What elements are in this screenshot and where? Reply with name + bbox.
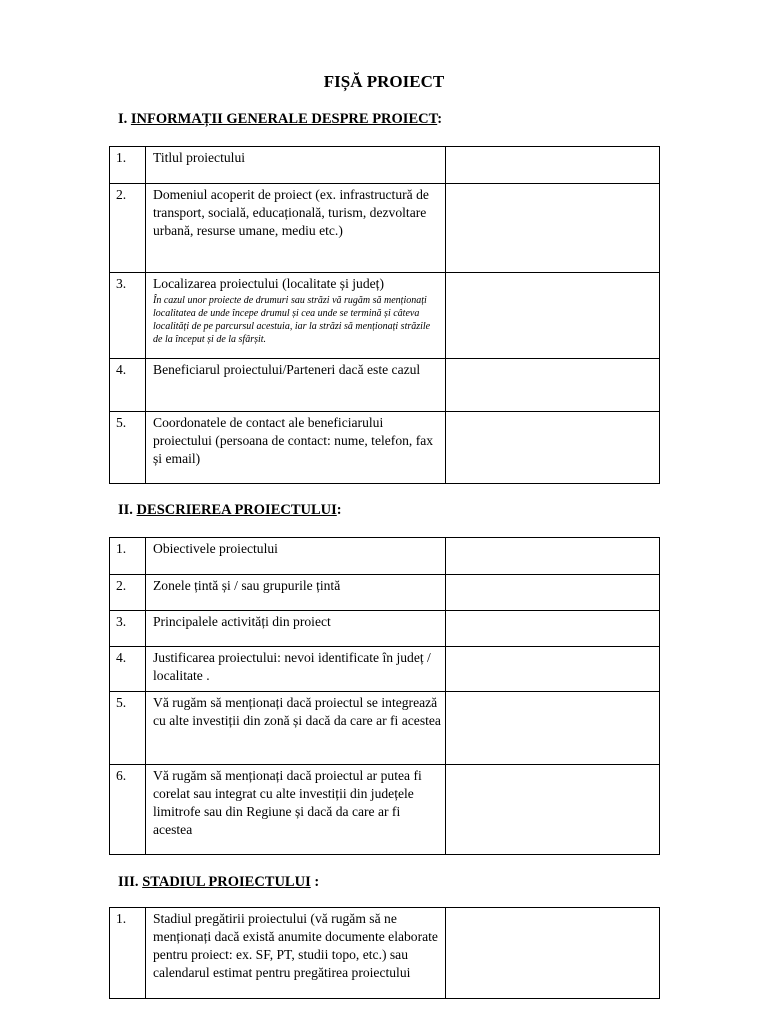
- table-row: [110, 147, 660, 184]
- table-row: [110, 765, 660, 855]
- row-label: Obiectivele proiectului: [146, 538, 446, 575]
- answer-cell[interactable]: [446, 273, 660, 359]
- section-2-prefix: II.: [118, 502, 137, 518]
- row-label: Vă rugăm să menționați dacă proiectul se integrează cu alte investiții din zonă și dacă da care ar fi acestea: [146, 692, 446, 765]
- row-label: Localizarea proiectului (localitate și județ): [153, 276, 384, 291]
- row-number: 1.: [110, 908, 146, 999]
- table-row: [110, 692, 660, 765]
- section-1-suffix: :: [437, 111, 443, 127]
- row-label-with-note: [146, 273, 446, 359]
- table-row: [110, 611, 660, 647]
- section-2-title: DESCRIEREA PROIECTULUI: [136, 502, 337, 518]
- answer-cell[interactable]: [446, 908, 660, 999]
- row-number: 6.: [110, 765, 146, 855]
- row-number: 2.: [110, 184, 146, 273]
- table-row: [110, 359, 660, 412]
- section-1-prefix: I.: [118, 111, 131, 127]
- section-3-suffix: :: [310, 874, 320, 890]
- section-3-heading: [118, 874, 319, 891]
- section-2-table: [109, 537, 660, 855]
- row-number: 5.: [110, 412, 146, 484]
- row-label: Zonele țintă și / sau grupurile țintă: [146, 575, 446, 611]
- table-row: [110, 908, 660, 999]
- table-row: [110, 184, 660, 273]
- row-number: 1.: [110, 147, 146, 184]
- row-number: 5.: [110, 692, 146, 765]
- answer-cell[interactable]: [446, 412, 660, 484]
- row-number: 1.: [110, 538, 146, 575]
- row-label: Stadiul pregătirii proiectului (vă rugăm să ne menționați dacă există anumite documente elaborate pentru proiect: ex. SF, PT, studii topo, etc.) sau calendarul estimat pentru pregătirea proiectului: [146, 908, 446, 999]
- table-row: [110, 538, 660, 575]
- table-row: [110, 412, 660, 484]
- section-2-suffix: :: [336, 502, 342, 518]
- answer-cell[interactable]: [446, 147, 660, 184]
- table-row: [110, 647, 660, 692]
- section-1-title: INFORMAȚII GENERALE DESPRE PROIECT: [130, 111, 438, 127]
- row-number: 2.: [110, 575, 146, 611]
- answer-cell[interactable]: [446, 538, 660, 575]
- document-title: FIȘĂ PROIECT: [323, 72, 445, 91]
- answer-cell[interactable]: [446, 765, 660, 855]
- answer-cell[interactable]: [446, 184, 660, 273]
- answer-cell[interactable]: [446, 575, 660, 611]
- answer-cell[interactable]: [446, 611, 660, 647]
- table-row: [110, 575, 660, 611]
- row-note: În cazul unor proiecte de drumuri sau străzi vă rugăm să menționați localitatea de unde începe drumul și cea unde se termină și câteva localități de pe parcursul acestuia, iar la străzi să menționați străzile de la început și de la sfârșit.: [153, 295, 431, 345]
- row-label: Principalele activități din proiect: [146, 611, 446, 647]
- section-3-table: [109, 907, 660, 999]
- row-label: Justificarea proiectului: nevoi identificate în județ / localitate .: [146, 647, 446, 692]
- row-label: Vă rugăm să menționați dacă proiectul ar putea fi corelat sau integrat cu alte investiții din județele limitrofe sau din Regiune și dacă da care ar fi acestea: [146, 765, 446, 855]
- answer-cell[interactable]: [446, 692, 660, 765]
- row-label: Domeniul acoperit de proiect (ex. infrastructură de transport, socială, educațională, turism, dezvoltare urbană, resurse umane, mediu etc.): [146, 184, 446, 273]
- row-label: Coordonatele de contact ale beneficiarului proiectului (persoana de contact: nume, telefon, fax și email): [146, 412, 446, 484]
- row-label: Titlul proiectului: [146, 147, 446, 184]
- row-number: 3.: [110, 611, 146, 647]
- row-label: Beneficiarul proiectului/Parteneri dacă este cazul: [146, 359, 446, 412]
- table-row: [110, 273, 660, 359]
- row-number: 4.: [110, 647, 146, 692]
- answer-cell[interactable]: [446, 359, 660, 412]
- section-3-title: STADIUL PROIECTULUI: [142, 874, 311, 890]
- section-1-table: [109, 146, 660, 484]
- section-2-heading: [118, 502, 342, 519]
- answer-cell[interactable]: [446, 647, 660, 692]
- row-number: 4.: [110, 359, 146, 412]
- section-3-prefix: III.: [118, 874, 143, 890]
- section-1-heading: [118, 111, 442, 128]
- row-number: 3.: [110, 273, 146, 359]
